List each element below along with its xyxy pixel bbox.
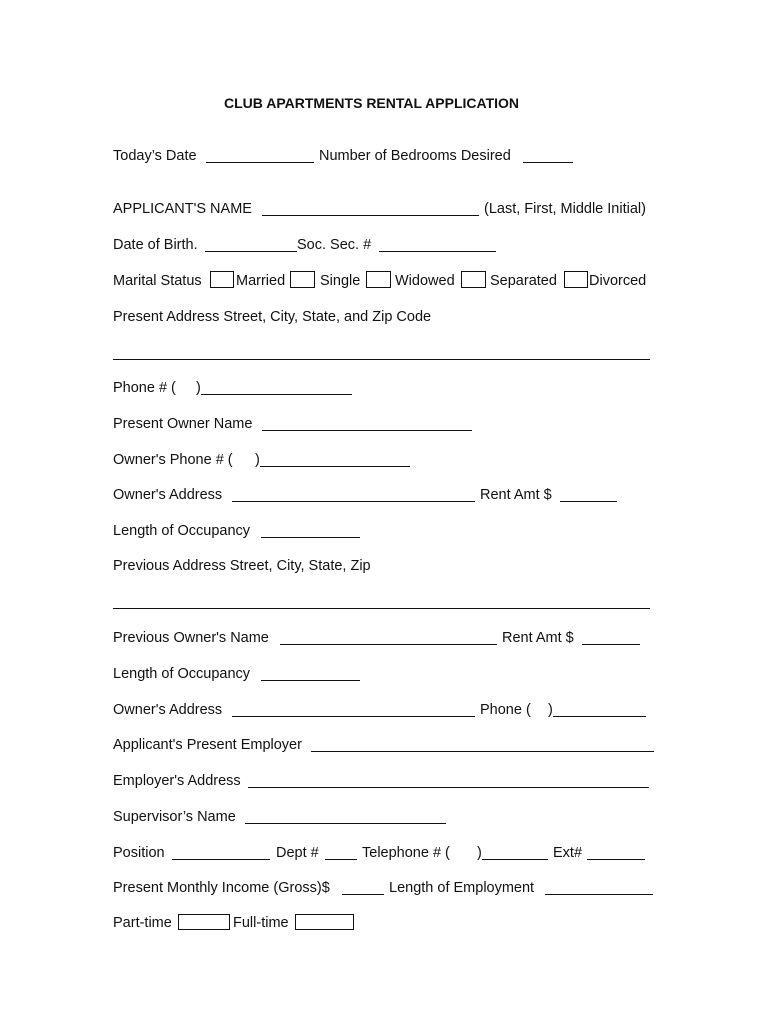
marital-status-label: Marital Status (113, 273, 202, 289)
present-address-label: Present Address Street, City, State, and Zip Code (113, 309, 432, 325)
widowed-label: Widowed (395, 273, 455, 289)
length-occupancy-label: Length of Occupancy (113, 523, 251, 539)
todays-date-label: Today’s Date (113, 148, 197, 164)
fulltime-checkbox[interactable] (295, 914, 354, 930)
telephone-close-paren: ) (477, 845, 482, 861)
present-owner-label: Present Owner Name (113, 416, 253, 432)
married-label: Married (236, 273, 286, 289)
divorced-label: Divorced (589, 273, 647, 289)
rent-amt-field[interactable] (560, 501, 617, 502)
length-employment-label: Length of Employment (389, 880, 535, 896)
single-checkbox[interactable] (290, 271, 315, 288)
owner-phone-label: Owner's Phone # ( (113, 452, 233, 468)
phone-label: Phone # ( (113, 380, 176, 396)
bedrooms-label: Number of Bedrooms Desired (319, 148, 511, 164)
fulltime-label: Full-time (233, 915, 289, 931)
applicant-name-hint: (Last, First, Middle Initial) (484, 201, 646, 217)
employer-address-label: Employer's Address (113, 773, 241, 789)
todays-date-field[interactable] (206, 162, 314, 163)
parttime-checkbox[interactable] (178, 914, 230, 930)
position-label: Position (113, 845, 165, 861)
dept-label: Dept # (276, 845, 319, 861)
previous-owner-field[interactable] (280, 644, 497, 645)
present-address-field[interactable] (113, 359, 650, 360)
owner-address-field[interactable] (232, 501, 475, 502)
prev-phone-field[interactable] (553, 716, 646, 717)
dob-label: Date of Birth. (113, 237, 198, 253)
employer-label: Applicant's Present Employer (113, 737, 302, 753)
prev-length-occupancy-field[interactable] (261, 680, 360, 681)
applicant-name-field[interactable] (262, 215, 479, 216)
supervisor-field[interactable] (245, 823, 446, 824)
prev-phone-label: Phone ( (480, 702, 531, 718)
employer-field[interactable] (311, 751, 654, 752)
income-label: Present Monthly Income (Gross)$ (113, 880, 330, 896)
phone-field[interactable] (201, 394, 352, 395)
previous-address-field[interactable] (113, 608, 650, 609)
length-employment-field[interactable] (545, 894, 653, 895)
prev-phone-close-paren: ) (548, 702, 553, 718)
phone-close-paren: ) (196, 380, 201, 396)
separated-checkbox[interactable] (461, 271, 486, 288)
supervisor-label: Supervisor’s Name (113, 809, 236, 825)
owner-address-label: Owner's Address (113, 487, 223, 503)
single-label: Single (320, 273, 361, 289)
prev-owner-address-field[interactable] (232, 716, 475, 717)
bedrooms-field[interactable] (523, 162, 573, 163)
dob-field[interactable] (205, 251, 297, 252)
position-field[interactable] (172, 859, 270, 860)
ext-label: Ext# (553, 845, 583, 861)
previous-owner-label: Previous Owner's Name (113, 630, 269, 646)
owner-phone-field[interactable] (260, 466, 410, 467)
widowed-checkbox[interactable] (366, 271, 391, 288)
telephone-field[interactable] (482, 859, 548, 860)
ext-field[interactable] (587, 859, 645, 860)
rent-amt-label: Rent Amt $ (480, 487, 552, 503)
prev-rent-amt-label: Rent Amt $ (502, 630, 574, 646)
divorced-checkbox[interactable] (564, 271, 588, 288)
separated-label: Separated (490, 273, 557, 289)
parttime-label: Part-time (113, 915, 172, 931)
prev-length-occupancy-label: Length of Occupancy (113, 666, 251, 682)
present-owner-field[interactable] (262, 430, 472, 431)
prev-rent-amt-field[interactable] (582, 644, 640, 645)
page-title: CLUB APARTMENTS RENTAL APPLICATION (224, 95, 520, 111)
telephone-label: Telephone # ( (362, 845, 450, 861)
employer-address-field[interactable] (248, 787, 649, 788)
applicant-name-label: APPLICANT'S NAME (113, 201, 252, 217)
ssn-field[interactable] (379, 251, 496, 252)
dept-field[interactable] (325, 859, 357, 860)
ssn-label: Soc. Sec. # (297, 237, 372, 253)
length-occupancy-field[interactable] (261, 537, 360, 538)
income-field[interactable] (342, 894, 384, 895)
prev-owner-address-label: Owner's Address (113, 702, 223, 718)
owner-phone-close-paren: ) (255, 452, 260, 468)
previous-address-label: Previous Address Street, City, State, Zip (113, 558, 371, 574)
married-checkbox[interactable] (210, 271, 234, 288)
